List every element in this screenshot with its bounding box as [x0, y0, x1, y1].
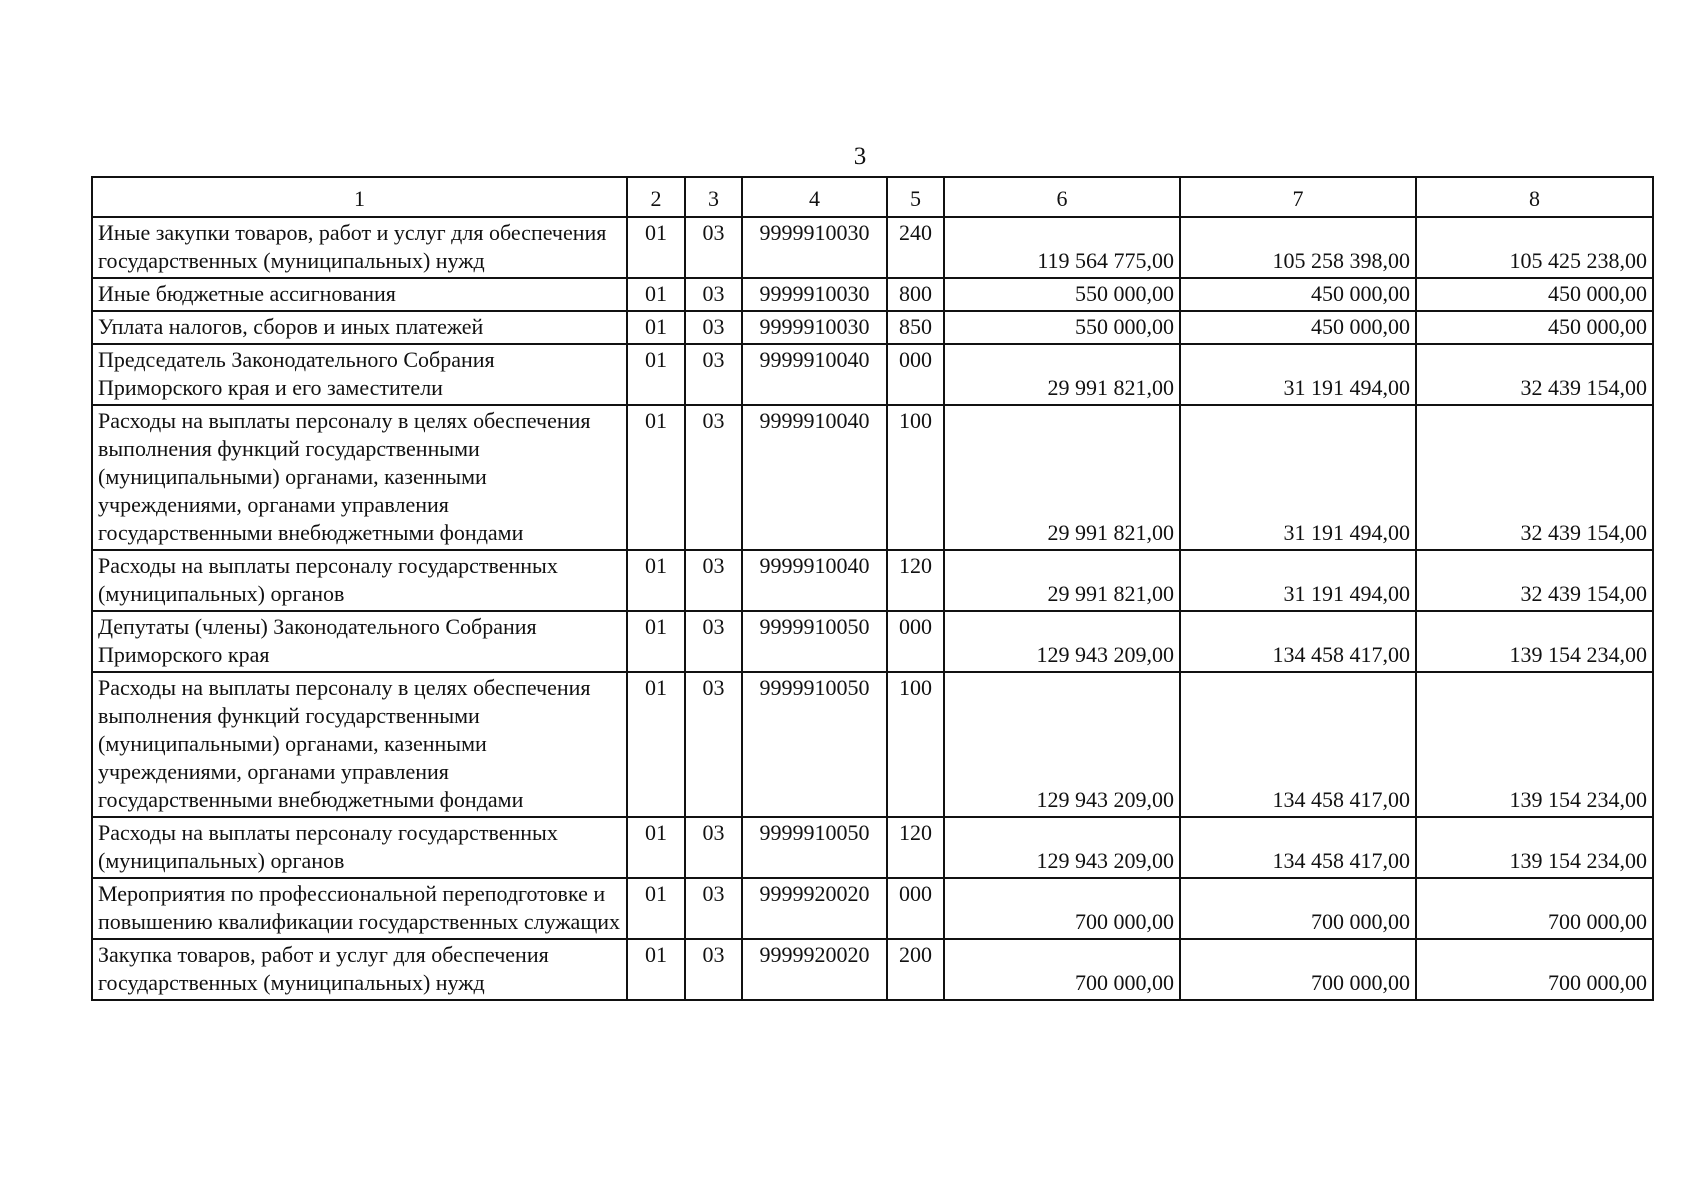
row-podrazdel: 03: [685, 611, 742, 672]
row-razdel: 01: [627, 939, 685, 1000]
row-podrazdel: 03: [685, 817, 742, 878]
row-name: Расходы на выплаты персоналу государственных (муниципальных) органов: [92, 550, 627, 611]
row-podrazdel: 03: [685, 278, 742, 311]
budget-table: [91, 176, 1654, 1001]
table-row: [92, 278, 1653, 311]
row-amount-8: 700 000,00: [1416, 939, 1653, 1000]
table-row: [92, 217, 1653, 278]
row-vid-raskhodov: 240: [887, 217, 944, 278]
row-vid-raskhodov: 100: [887, 405, 944, 550]
row-tselevaya-statya: 9999910030: [742, 217, 887, 278]
row-razdel: 01: [627, 550, 685, 611]
row-amount-7: 134 458 417,00: [1180, 672, 1416, 817]
row-name: Иные закупки товаров, работ и услуг для обеспечения государственных (муниципальных) нужд: [92, 217, 627, 278]
table-row: [92, 550, 1653, 611]
row-amount-6: 550 000,00: [944, 278, 1180, 311]
row-amount-6: 550 000,00: [944, 311, 1180, 344]
row-vid-raskhodov: 850: [887, 311, 944, 344]
row-razdel: 01: [627, 817, 685, 878]
row-name: Расходы на выплаты персоналу государственных (муниципальных) органов: [92, 817, 627, 878]
row-amount-6: 700 000,00: [944, 939, 1180, 1000]
row-amount-6: 29 991 821,00: [944, 405, 1180, 550]
row-amount-7: 134 458 417,00: [1180, 817, 1416, 878]
row-podrazdel: 03: [685, 344, 742, 405]
table-row: [92, 817, 1653, 878]
row-amount-8: 32 439 154,00: [1416, 344, 1653, 405]
column-header-1: 1: [92, 177, 627, 217]
row-amount-6: 119 564 775,00: [944, 217, 1180, 278]
row-podrazdel: 03: [685, 311, 742, 344]
row-amount-7: 31 191 494,00: [1180, 405, 1416, 550]
row-podrazdel: 03: [685, 550, 742, 611]
row-amount-8: 32 439 154,00: [1416, 405, 1653, 550]
row-amount-8: 139 154 234,00: [1416, 611, 1653, 672]
row-name: Депутаты (члены) Законодательного Собрания Приморского края: [92, 611, 627, 672]
row-amount-7: 700 000,00: [1180, 939, 1416, 1000]
row-razdel: 01: [627, 311, 685, 344]
column-header-2: 2: [627, 177, 685, 217]
row-amount-7: 450 000,00: [1180, 278, 1416, 311]
row-amount-7: 134 458 417,00: [1180, 611, 1416, 672]
row-razdel: 01: [627, 344, 685, 405]
row-vid-raskhodov: 000: [887, 878, 944, 939]
row-amount-8: 139 154 234,00: [1416, 672, 1653, 817]
row-amount-7: 31 191 494,00: [1180, 550, 1416, 611]
row-amount-8: 450 000,00: [1416, 311, 1653, 344]
row-razdel: 01: [627, 217, 685, 278]
row-tselevaya-statya: 9999910030: [742, 311, 887, 344]
row-amount-7: 450 000,00: [1180, 311, 1416, 344]
row-name: Мероприятия по профессиональной переподготовке и повышению квалификации государственных служащих: [92, 878, 627, 939]
table-row: [92, 611, 1653, 672]
row-razdel: 01: [627, 278, 685, 311]
row-name: Расходы на выплаты персоналу в целях обеспечения выполнения функций государственными (муниципальными) органами, казенными учреждениями, органами управления государственными внебюджетными фондами: [92, 405, 627, 550]
row-name: Председатель Законодательного Собрания Приморского края и его заместители: [92, 344, 627, 405]
row-amount-7: 700 000,00: [1180, 878, 1416, 939]
row-amount-6: 129 943 209,00: [944, 817, 1180, 878]
row-tselevaya-statya: 9999910040: [742, 550, 887, 611]
row-name: Расходы на выплаты персоналу в целях обеспечения выполнения функций государственными (муниципальными) органами, казенными учреждениями, органами управления государственными внебюджетными фондами: [92, 672, 627, 817]
row-tselevaya-statya: 9999920020: [742, 939, 887, 1000]
row-amount-8: 32 439 154,00: [1416, 550, 1653, 611]
row-amount-6: 129 943 209,00: [944, 611, 1180, 672]
row-tselevaya-statya: 9999920020: [742, 878, 887, 939]
row-amount-7: 31 191 494,00: [1180, 344, 1416, 405]
table-row: [92, 878, 1653, 939]
row-amount-8: 450 000,00: [1416, 278, 1653, 311]
table-row: [92, 672, 1653, 817]
row-razdel: 01: [627, 611, 685, 672]
row-amount-6: 700 000,00: [944, 878, 1180, 939]
row-amount-6: 29 991 821,00: [944, 344, 1180, 405]
table-row: [92, 344, 1653, 405]
row-amount-8: 105 425 238,00: [1416, 217, 1653, 278]
row-podrazdel: 03: [685, 672, 742, 817]
table-row: [92, 405, 1653, 550]
row-vid-raskhodov: 000: [887, 344, 944, 405]
row-razdel: 01: [627, 405, 685, 550]
row-vid-raskhodov: 200: [887, 939, 944, 1000]
row-tselevaya-statya: 9999910050: [742, 817, 887, 878]
page-number: 3: [853, 143, 867, 170]
row-amount-7: 105 258 398,00: [1180, 217, 1416, 278]
row-vid-raskhodov: 100: [887, 672, 944, 817]
row-podrazdel: 03: [685, 939, 742, 1000]
row-vid-raskhodov: 120: [887, 817, 944, 878]
row-name: Уплата налогов, сборов и иных платежей: [92, 311, 627, 344]
row-tselevaya-statya: 9999910040: [742, 344, 887, 405]
row-amount-8: 700 000,00: [1416, 878, 1653, 939]
row-name: Закупка товаров, работ и услуг для обеспечения государственных (муниципальных) нужд: [92, 939, 627, 1000]
row-tselevaya-statya: 9999910050: [742, 672, 887, 817]
column-header-5: 5: [887, 177, 944, 217]
table-row: [92, 939, 1653, 1000]
row-tselevaya-statya: 9999910050: [742, 611, 887, 672]
row-amount-6: 29 991 821,00: [944, 550, 1180, 611]
row-amount-8: 139 154 234,00: [1416, 817, 1653, 878]
row-amount-6: 129 943 209,00: [944, 672, 1180, 817]
row-tselevaya-statya: 9999910040: [742, 405, 887, 550]
row-name: Иные бюджетные ассигнования: [92, 278, 627, 311]
column-header-7: 7: [1180, 177, 1416, 217]
row-tselevaya-statya: 9999910030: [742, 278, 887, 311]
row-vid-raskhodov: 120: [887, 550, 944, 611]
row-razdel: 01: [627, 672, 685, 817]
column-header-6: 6: [944, 177, 1180, 217]
row-podrazdel: 03: [685, 878, 742, 939]
row-podrazdel: 03: [685, 405, 742, 550]
table-row: [92, 311, 1653, 344]
header-row: [92, 177, 1653, 217]
column-header-3: 3: [685, 177, 742, 217]
row-vid-raskhodov: 800: [887, 278, 944, 311]
row-podrazdel: 03: [685, 217, 742, 278]
column-header-8: 8: [1416, 177, 1653, 217]
row-vid-raskhodov: 000: [887, 611, 944, 672]
column-header-4: 4: [742, 177, 887, 217]
row-razdel: 01: [627, 878, 685, 939]
